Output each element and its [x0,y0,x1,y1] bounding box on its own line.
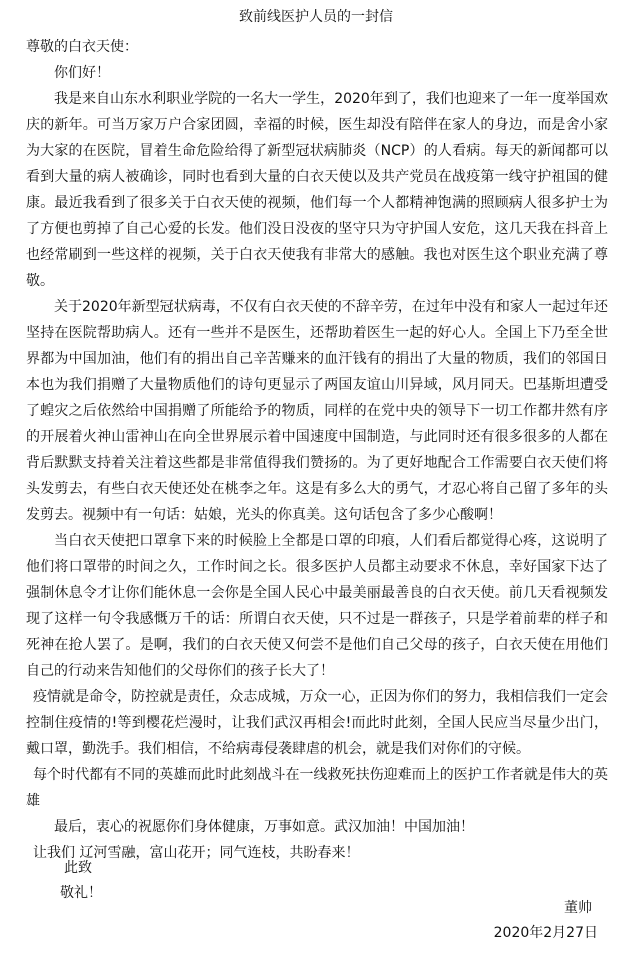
paragraph: 疫情就是命令，防控就是责任，众志成城，万众一心，正因为你们的努力，我相信我们一定会控制住疫情的!等到樱花烂漫时，让我们武汉再相会!而此时此刻，全国人民应当尽量少出门，戴口罩，勤洗手。我们相信，不给病毒侵袭肆虐的机会，就是我们对你们的守候。 [26,689,608,757]
paragraph: 让我们 辽河雪融，富山花开；同气连枝，共盼春来！ [33,845,360,861]
letter-title: 致前线医护人员的一封信 [239,9,393,25]
date: 2020年2月27日 [493,925,598,941]
closing-line-2: 敬礼！ [60,885,102,901]
paragraph: 每个时代都有不同的英雄而此时此刻战斗在一线救死扶伤迎难而上的医护工作者就是伟大的英雄 [26,767,608,809]
paragraph: 关于2020年新型冠状病毒，不仅有白衣天使的不辞辛劳，在过年中没有和家人一起过年还坚持在医院帮助病人。还有一些并不是医生，还帮助着医生一起的好心人。全国上下乃至全世界都为中国加油，他们有的捐出自己辛苦赚来的血汗钱有的捐出了大量的物质，我们的邻国日本也为我们捐赠了大量物质他们的诗句更显示了两国友谊山川异域，风月同天。巴基斯坦遭受了蝗灾之后依然给中国捐赠了所能给予的物质，同样的在党中央的领导下一切工作都井然有序的开展着火神山雷神山在向全世界展示着中国速度中国制造，与此同时还有很多很多的人都在背后默默支持着关注着这些都是非常值得我们赞扬的。为了更好地配合工作需要白衣天使们将头发剪去，有些白衣天使还处在桃李之年。这是有多么大的勇气，才忍心将自己留了多年的头发剪去。视频中有一句话：姑娘，光头的你真美。这句话包含了多少心酸啊！ [26,299,608,523]
paragraph: 当白衣天使把口罩拿下来的时候脸上全都是口罩的印痕，人们看后都觉得心疼，这说明了他们将口罩带的时间之久，工作时间之长。很多医护人员都主动要求不休息，幸好国家下达了强制休息令才让你们能休息一会你是全国人民心中最美丽最善良的白衣天使。前几天看视频发现了这样一句令我感慨万千的话：所谓白衣天使，只不过是一群孩子，只是学着前辈的样子和死神在抢人罢了。是啊，我们的白衣天使又何尝不是他们自己父母的孩子，白衣天使在用他们自己的行动来告知他们的父母你们的孩子长大了！ [26,533,608,679]
closing-line-1: 此致 [64,860,92,876]
paragraph: 最后，衷心的祝愿你们身体健康，万事如意。武汉加油！中国加油！ [54,819,474,835]
paragraph: 我是来自山东水利职业学院的一名大一学生，2020年到了，我们也迎来了一年一度举国欢庆的新年。可当万家万户合家团圆，幸福的时候，医生却没有陪伴在家人的身边，而是舍小家为大家的在医院，冒着生命危险给得了新型冠状病肺炎（NCP）的人看病。每天的新闻都可以看到大量的病人被确诊，同时也看到大量的白衣天使以及共产党员在战疫第一线守护祖国的健康。最近我看到了很多关于白衣天使的视频，他们每一个人都精神饱满的照顾病人很多护士为了方便也剪掉了自己心爱的长发。他们没日没夜的坚守只为守护国人安危，这几天我在抖音上也经常刷到一些这样的视频，关于白衣天使我有非常大的感触。我也对医生这个职业充满了尊敬。 [26,91,608,289]
salutation: 尊敬的白衣天使： [26,39,138,55]
signature: 董帅 [564,900,592,916]
letter-body [26,60,608,866]
greeting: 你们好！ [54,65,110,81]
